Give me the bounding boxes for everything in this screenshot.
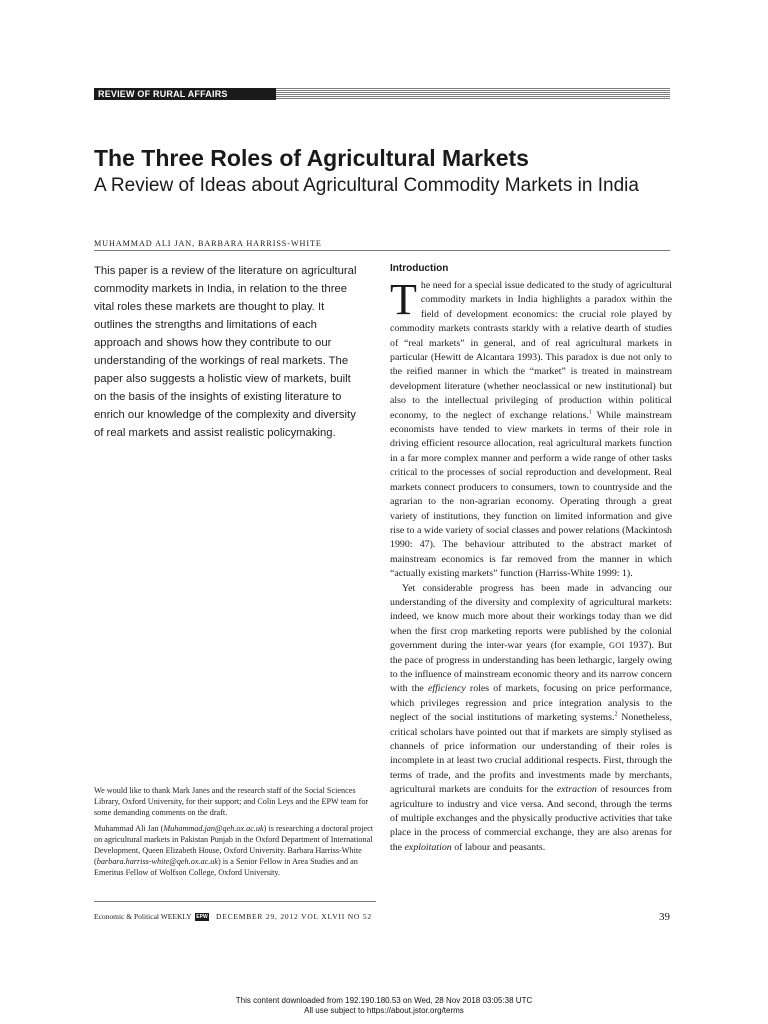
- exploitation-emph: exploitation: [404, 841, 452, 853]
- authors-divider: [94, 250, 670, 251]
- author-email-1[interactable]: Muhammad.jan@qeh.ox.ac.uk: [163, 824, 264, 833]
- introduction-body: [390, 275, 673, 855]
- drop-cap: T: [390, 275, 417, 324]
- acknowledgement-note: We would like to thank Mark Janes and the research staff of the Social Sciences Library, Oxford University, for their support; and Colin Leys and the EPW team for some demanding comments on the draft.: [94, 786, 369, 817]
- intro-paragraph-1: [390, 275, 672, 582]
- abstract: [94, 262, 362, 442]
- efficiency-emph: efficiency: [427, 683, 466, 695]
- article-authors: MUHAMMAD ALI JAN, BARBARA HARRISS-WHITE: [94, 239, 322, 248]
- section-label: REVIEW OF RURAL AFFAIRS: [94, 88, 276, 100]
- affiliation-part-3: ) is a Senior Fellow in Area Studies and an Emeritus Fellow of Wolfson College, Oxford University.: [94, 857, 358, 877]
- p2-part-b: 1937). But the pace of progress in understanding has been lethargic, largely owing to the influence of mainstream economic theory and its narrow concern with the: [390, 640, 673, 695]
- page-number: 39: [659, 911, 670, 923]
- footnote-ref-2[interactable]: 2: [614, 711, 618, 718]
- jstor-terms-line[interactable]: All use subject to https://about.jstor.org/terms: [304, 1006, 464, 1015]
- p1-part-a: he need for a special issue dedicated to the study of agricultural commodity markets in India highlights a paradox within the field of development economics: the crucial role played by commodity markets contrasts starkly with a relative dearth of studies of “real markets” in general, and of real agricultural markets in particular (Hewitt de Alcantara 1993). This paradox is due not only to the reified manner in which the “market” is treated in mainstream development literature (whether neoclassical or new institutional) but also to the intellectual privileging of production within political economy, to the neglect of exchange relations.: [390, 280, 672, 421]
- jstor-download-line: This content downloaded from 192.190.180.53 on Wed, 28 Nov 2018 03:05:38 UTC: [235, 996, 533, 1005]
- footnotes-divider: [94, 901, 376, 902]
- p2-part-c: roles of markets, focusing on price performance, which privileges regression and price integration analysis to the neglect of the social institutions of marketing systems.: [390, 683, 672, 724]
- section-rule-lines: [276, 88, 670, 100]
- author-email-2[interactable]: barbara.harriss-white@qeh.ox.ac.uk: [96, 857, 218, 866]
- page-footer: [94, 910, 670, 924]
- journal-name: Economic & Political WEEKLY: [94, 912, 192, 921]
- footnote-ref-1[interactable]: 1: [588, 409, 592, 416]
- p2-part-a: Yet considerable progress has been made in advancing our understanding of the diversity and complexity of agricultural markets: indeed, we know much more about their workings today than we did when the first crop marketing reports were published by the colonial government during the inter-war years (for example,: [390, 582, 672, 652]
- extraction-emph: extraction: [556, 784, 597, 796]
- intro-paragraph-2: [390, 582, 672, 856]
- p2-part-f: of labour and peasants.: [451, 841, 546, 853]
- introduction-heading: Introduction: [390, 263, 449, 274]
- affiliation-part-2: ) is researching a doctoral project on agricultural markets in Pakistan Punjab in the Oxford Department of International Development, Queen Elizabeth House, Oxford University. Barbara Harriss-White (: [94, 824, 374, 866]
- section-banner: [94, 88, 670, 100]
- author-affiliations: [94, 823, 376, 878]
- article-subtitle: A Review of Ideas about Agricultural Commodity Markets in India: [94, 175, 639, 196]
- p2-part-e: of resources from agriculture to industry and vice versa. And second, through the terms of multiple exchanges and the physically productive activities that take place in the process of commercial exchange, they are also arenas for the: [390, 784, 672, 853]
- abstract-text: This paper is a review of the literature on agricultural commodity markets in India, in relation to the three vital roles these markets are thought to play. It outlines the strengths and limitations of each approach and shows how they contribute to our understanding of the workings of real markets. The paper also suggests a holistic view of markets, built on the basis of the insights of existing literature to enrich our knowledge of the complexity and diversity of real markets and assist realistic policymaking.: [94, 265, 357, 439]
- goi-abbrev: GOI: [609, 641, 625, 651]
- article-title: The Three Roles of Agricultural Markets: [94, 145, 529, 171]
- jstor-notice: [0, 996, 768, 1016]
- p2-part-d: Nonetheless, critical scholars have pointed out that if markets are simply stylised as channels of price information our understanding of their roles is incomplete in at least two crucial additional respects. First, through the terms of trade, and the profits and investments made by merchants, agricultural markets are conduits for the: [390, 712, 672, 796]
- p1-part-b: While mainstream economists have tended to view markets in terms of their role in driving efficient resource allocation, real agricultural markets function in a far more complex manner and perform a wide range of other tasks critical to the processes of social reproduction and development. Real markets connect producers to consumers, town to countryside and the agrarian to the non-agrarian economy. Operating through a great variety of institutions, they function on limited information and give rise to a wide variety of social classes and power relations (Mackintosh 1990: 47). The behaviour attributed to the abstract market of mainstream economics is far removed from the manner in which “actually existing markets” function (Harriss-White 1999: 1).: [390, 409, 672, 580]
- issue-info: DECEMBER 29, 2012 VOL XLVII NO 52: [216, 912, 372, 921]
- affiliation-part-1: Muhammad Ali Jan (: [94, 824, 164, 833]
- epw-logo-icon: EPW: [196, 914, 208, 920]
- footnotes: [94, 785, 376, 883]
